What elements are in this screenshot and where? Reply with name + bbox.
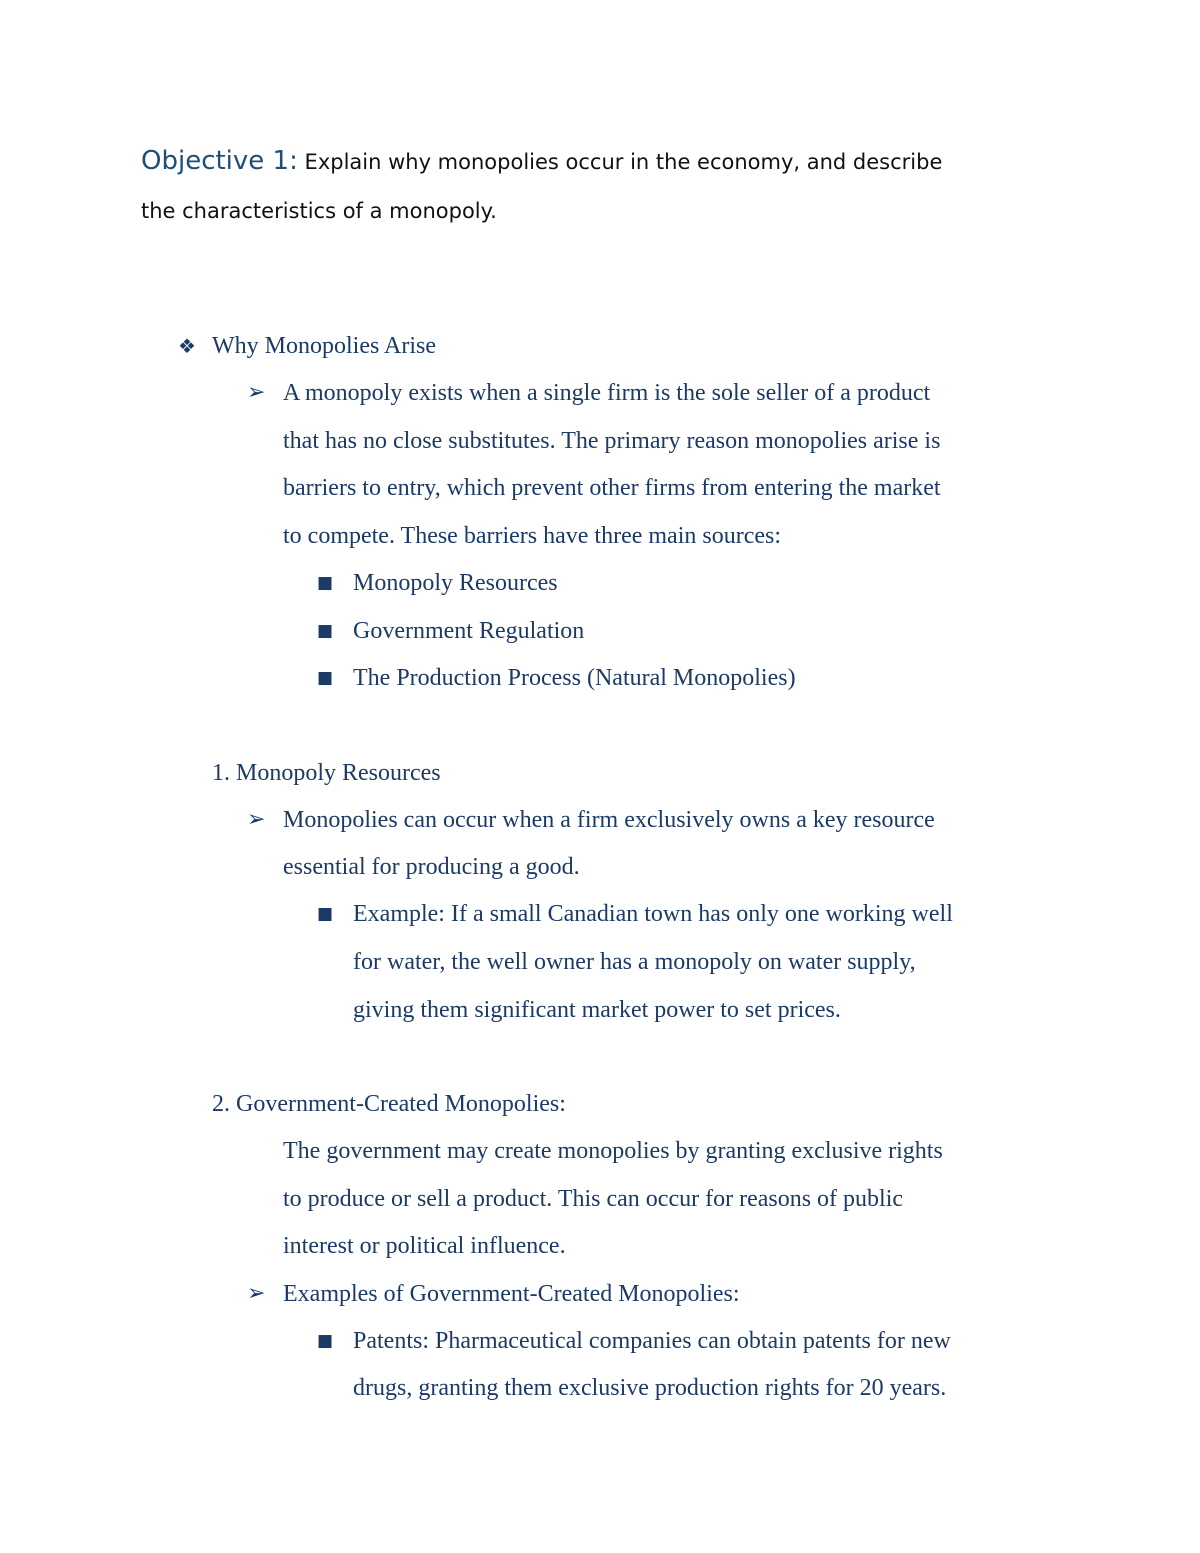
section1-heading: 1. Monopoly Resources [212,760,441,786]
section2-intro-line: to produce or sell a product. This can occur for reasons of public [283,1186,904,1212]
why-para-line: that has no close substitutes. The primary reason monopolies arise is [283,428,941,454]
source-item: The Production Process (Natural Monopolies) [353,665,796,691]
section2-examples-heading: Examples of Government-Created Monopolies: [283,1281,740,1307]
why-para-line: barriers to entry, which prevent other firms from entering the market [283,475,941,501]
section2-heading: 2. Government-Created Monopolies: [212,1091,566,1117]
why-para-line: to compete. These barriers have three main sources: [283,523,782,549]
source-item: Government Regulation [353,618,585,644]
square-bullet-icon: ■ [317,668,334,688]
why-para-line: A monopoly exists when a single firm is the sole seller of a product [283,380,931,406]
patents-line: Patents: Pharmaceutical companies can obtain patents for new [353,1328,951,1354]
objective-line-1 [141,146,942,177]
square-bullet-icon: ■ [317,573,334,593]
section1-example-line: giving them significant market power to set prices. [353,997,841,1023]
arrow-bullet-icon: ➢ [247,1281,266,1306]
section1-example-line: Example: If a small Canadian town has only one working well [353,901,953,927]
section1-para-line: essential for producing a good. [283,854,580,880]
arrow-bullet-icon: ➢ [247,380,266,405]
section1-para-line: Monopolies can occur when a firm exclusively owns a key resource [283,807,935,833]
objective-label: Objective 1: [141,146,298,176]
square-bullet-icon: ■ [317,1331,334,1351]
square-bullet-icon: ■ [317,621,334,641]
objective-text-1: Explain why monopolies occur in the economy, and describe [304,150,943,174]
section1-example-line: for water, the well owner has a monopoly on water supply, [353,949,916,975]
objective-line-2: the characteristics of a monopoly. [141,199,497,223]
diamond-bullet-icon: ❖ [178,334,196,358]
source-item: Monopoly Resources [353,570,558,596]
patents-line: drugs, granting them exclusive production rights for 20 years. [353,1375,947,1401]
section2-intro-line: interest or political influence. [283,1233,566,1259]
section2-intro-line: The government may create monopolies by granting exclusive rights [283,1138,943,1164]
arrow-bullet-icon: ➢ [247,807,266,832]
square-bullet-icon: ■ [317,904,334,924]
why-heading: Why Monopolies Arise [212,333,436,359]
